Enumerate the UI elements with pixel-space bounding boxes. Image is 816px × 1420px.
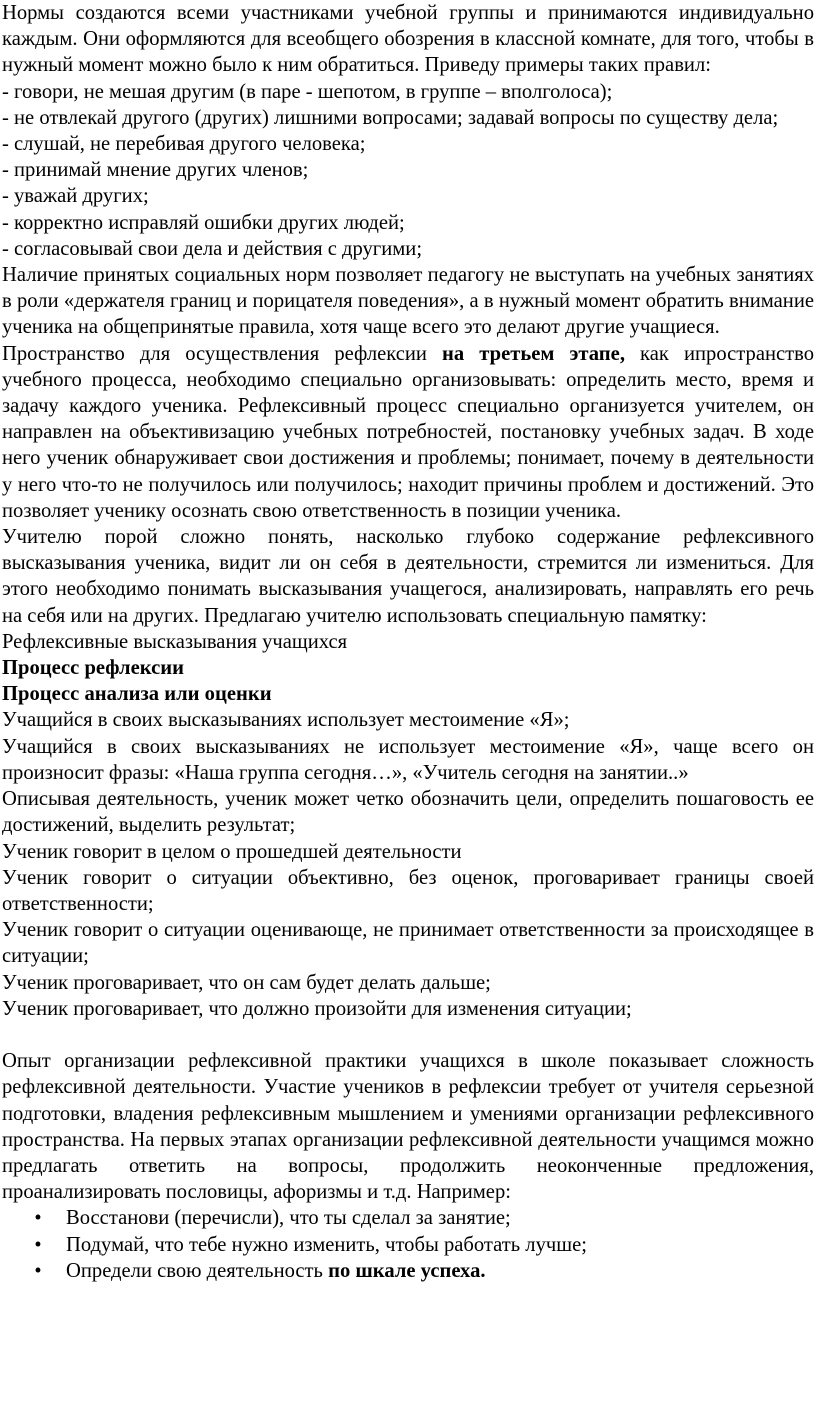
paragraph-social-norms: Наличие принятых социальных норм позволяет педагогу не выступать на учебных занятиях в роли «держателя границ и порицателя поведения», а в нужный момент обратить внимание ученика на общепринятые правила, хотя чаще всего это делают другие учащиеся. [2,264,814,339]
rule-item: - согласовывай свои дела и действия с другими; [2,237,423,260]
statement-item: Учащийся в своих высказываниях использует местоимение «Я»; [2,709,570,732]
statement-item: Ученик говорит о ситуации оценивающе, не принимает ответственности за происходящее в ситуации; [2,919,814,968]
heading-process: Процесс рефлексии [2,657,184,680]
statement-item: Ученик говорит о ситуации объективно, без оценок, проговаривает границы своей ответственности; [2,866,814,915]
bullet-icon: • [34,1207,42,1230]
bullet-icon: • [34,1233,42,1256]
list-item [2,1205,814,1231]
bullet-icon: • [34,1259,42,1282]
list-item-text: Определи свою деятельность [66,1259,329,1282]
paragraph-reflection-rest: как ипространство учебного процесса, необходимо специально организовывать: определить место, время и задачу каждого ученика. Рефлексивный процесс специально организуется учителем, он направлен на объективизацию учебных потребностей, постановку учебных задач. В ходе него ученик обнаруживает свои достижения и проблемы; понимает, почему в деятельности у него что-то не получилось или получилось; находит причины проблем и достижений. Это позволяет ученику осознать свою ответственность в позиции ученика. [2,342,814,522]
heading-analysis: Процесс анализа или оценки [2,683,272,706]
rule-item: - уважай других; [2,185,149,208]
rule-item: - говори, не мешая другим (в паре - шепотом, в группе – вполголоса); [2,80,613,103]
statement-item: Ученик проговаривает, что должно произойти для изменения ситуации; [2,997,632,1020]
rules-list [2,79,814,262]
list-item-text: Восстанови (перечисли), что ты сделал за занятие; [66,1207,511,1230]
list-item-bold-text: по шкале успеха. [328,1259,486,1282]
bullet-list [2,1205,814,1284]
statement-item: Ученик проговаривает, что он сам будет делать дальше; [2,971,491,994]
memo-title: Рефлексивные высказывания учащихся [2,630,348,653]
list-item [2,1232,814,1258]
paragraph-norms: Нормы создаются всеми участниками учебной группы и принимаются индивидуально каждым. Они оформляются для всеобщего обозрения в классной комнате, для того, чтобы в нужный момент можно было к ним обратиться. Приведу примеры таких правил: [2,2,814,77]
statement-item: Учащийся в своих высказываниях не использует местоимение «Я», чаще всего он произносит фразы: «Наша группа сегодня…», «Учитель сегодня на занятии..» [2,735,814,784]
statements-list [2,707,814,1021]
list-item [2,1258,814,1284]
paragraph-reflection [2,341,814,524]
paragraph-reflection-bold: на третьем этапе, [442,342,625,365]
paragraph-teacher: Учителю порой сложно понять, насколько глубоко содержание рефлексивного высказывания ученика, видит ли он себя в деятельности, стремится ли измениться. Для этого необходимо понимать высказывания учащегося, анализировать, направлять его речь на себя или на других. Предлагаю учителю использовать специальную памятку: [2,526,814,627]
paragraph-experience: Опыт организации рефлексивной практики учащихся в школе показывает сложность рефлексивной деятельности. Участие учеников в рефлексии требует от учителя серьезной подготовки, владения рефлексивным мышлением и умениями организации рефлексивного пространства. На первых этапах организации рефлексивной деятельности учащимся можно предлагать ответить на вопросы, продолжить неоконченные предложения, проанализировать пословицы, афоризмы и т.д. Например: [2,1050,814,1204]
blank-line [2,1022,814,1048]
statement-item: Описывая деятельность, ученик может четко обозначить цели, определить пошаговость ее достижений, выделить результат; [2,788,814,837]
rule-item: - корректно исправляй ошибки других людей; [2,211,405,234]
statement-item: Ученик говорит в целом о прошедшей деятельности [2,840,462,863]
rule-item: - не отвлекай другого (других) лишними вопросами; задавай вопросы по существу дела; [2,106,779,129]
paragraph-reflection-start: Пространство для осуществления рефлексии [2,342,443,365]
list-item-text: Подумай, что тебе нужно изменить, чтобы работать лучше; [66,1233,587,1256]
rule-item: - принимай мнение других членов; [2,159,309,182]
rule-item: - слушай, не перебивая другого человека; [2,133,366,156]
